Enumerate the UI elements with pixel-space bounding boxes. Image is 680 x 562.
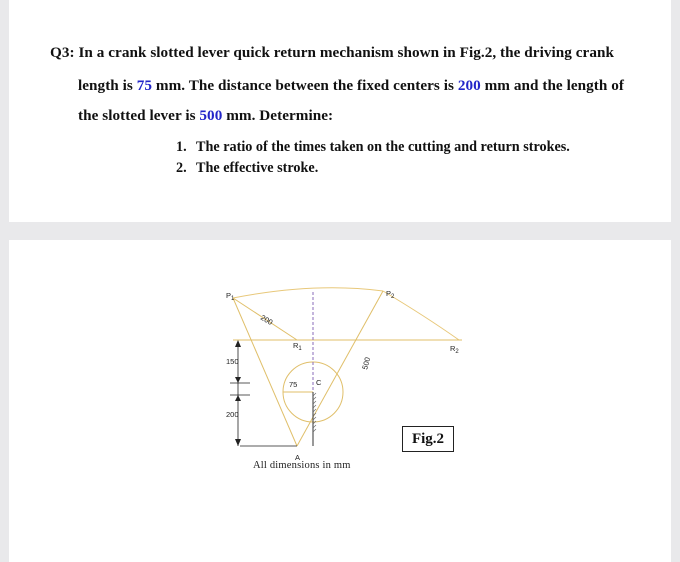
stroke-arc bbox=[383, 291, 459, 340]
fixed-distance-value: 200 bbox=[457, 77, 481, 94]
question-line-3-post: mm. Determine: bbox=[222, 107, 334, 124]
question-line-2-post: mm and the length of bbox=[480, 77, 624, 94]
question-line-1-text: Q3: In a crank slotted lever quick return mechanism shown in Fig.2, the driving crank bbox=[50, 44, 614, 61]
arrow-up-icon bbox=[235, 395, 241, 401]
figure-caption: All dimensions in mm bbox=[253, 460, 351, 471]
dimension-150: 150 bbox=[226, 357, 239, 366]
label-p2: $P_2$ bbox=[386, 289, 395, 300]
dimension-75: 75 bbox=[289, 380, 298, 389]
figure-label: Fig.2 bbox=[402, 426, 454, 452]
list-item-number: 1. bbox=[176, 139, 187, 155]
label-p1: $P_1$ bbox=[226, 291, 235, 302]
dimension-200-vertical: 200 bbox=[226, 410, 239, 419]
label-r2: $R_2$ bbox=[450, 344, 459, 355]
question-line-2-pre: length is bbox=[78, 77, 137, 94]
question-line-3-pre: the slotted lever is bbox=[78, 107, 200, 124]
arrow-down-icon bbox=[235, 377, 241, 383]
arrow-up-icon bbox=[235, 340, 241, 347]
label-r1: $R_1$ bbox=[293, 341, 302, 352]
crank-length-value: 75 bbox=[136, 77, 153, 94]
list-item-text: The ratio of the times taken on the cutting and return strokes. bbox=[196, 139, 570, 155]
dimension-200-slant: 200 bbox=[259, 312, 275, 327]
swing-arc bbox=[233, 288, 383, 298]
lever-right bbox=[297, 291, 383, 446]
list-item-text: The effective stroke. bbox=[196, 160, 319, 176]
label-a: A bbox=[295, 453, 301, 462]
lever-length-value: 500 bbox=[199, 107, 223, 124]
arrow-down-icon bbox=[235, 439, 241, 446]
dimension-500: 500 bbox=[360, 356, 373, 371]
label-c: C bbox=[316, 378, 322, 387]
list-item-number: 2. bbox=[176, 160, 187, 176]
question-line-2-mid: mm. The distance between the fixed centers is bbox=[152, 77, 458, 94]
